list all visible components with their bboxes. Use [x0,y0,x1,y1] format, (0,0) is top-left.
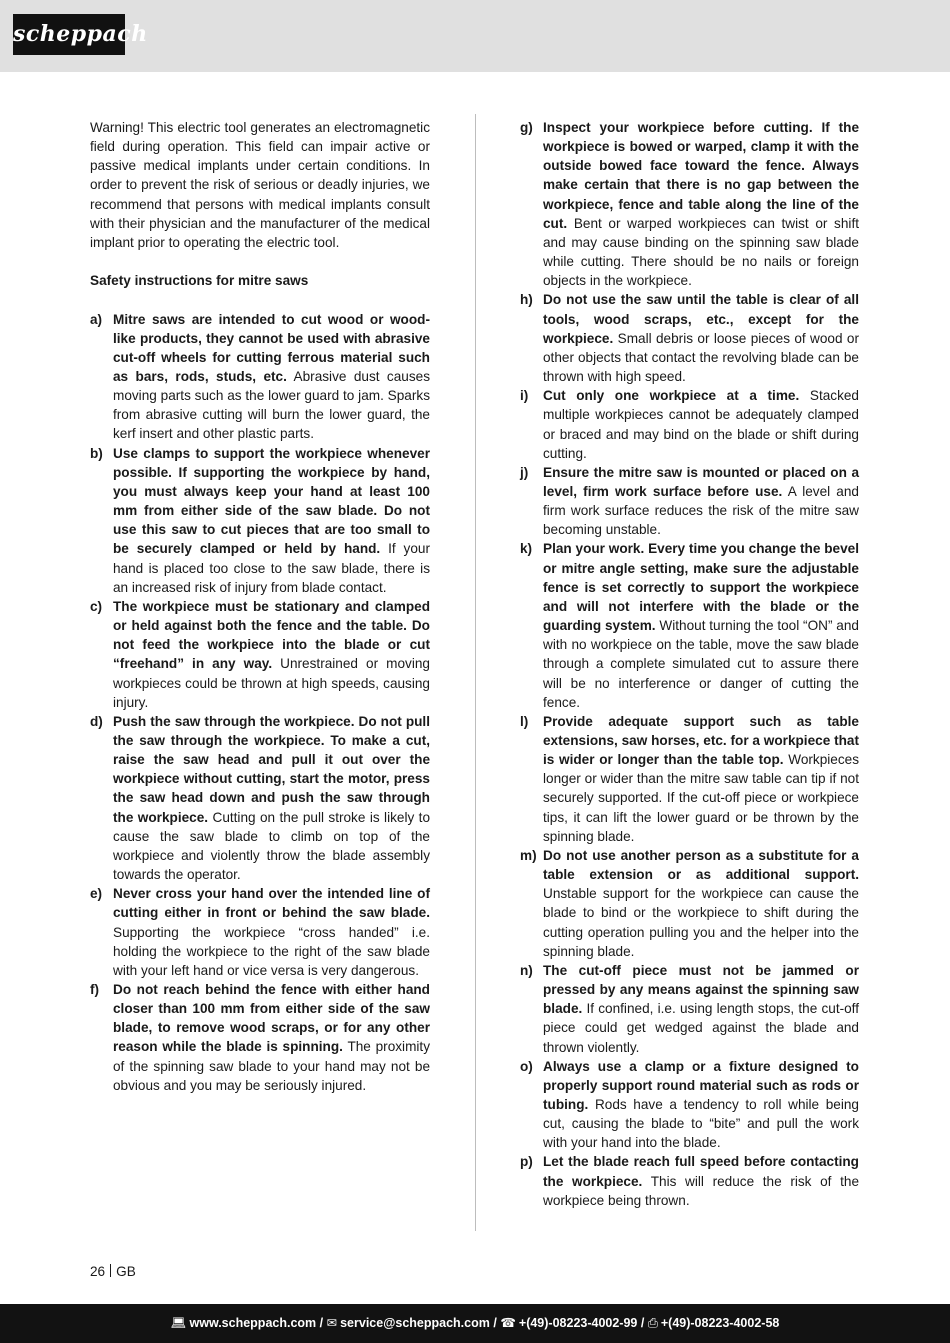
item-text: If your hand is placed too close to the saw blade, there is an increased risk of injury from blade contact. [113,541,431,595]
item-text: Abrasive dust causes moving parts such as the lower guard to jam. Sparks from abrasive cutting will burn the lower guard, the kerf insert and other plastic parts. [113,369,430,442]
item-bold-text: Do not use the saw until the table is clear of all tools, wood scraps, etc., except for the workpiece. [543,292,859,346]
page-separator [110,1264,111,1277]
item-bold-text: Do not reach behind the fence with either hand closer than 100 mm from either side of the saw blade, to remove wood scraps, or for any other reason while the blade is spinning. [113,982,430,1055]
page-language: GB [116,1264,136,1279]
item-text: Supporting the workpiece “cross handed” i.e. holding the workpiece to the right of the saw blade with your left hand or vice versa is very dangerous. [113,924,430,978]
item-label: p) [520,1154,533,1170]
mail-icon: ✉︎ [326,1316,338,1330]
item-bold-text: Always use a clamp or a fixture designed to properly support round material such as rods or tubing. [543,1058,859,1112]
item-text: The proximity of the spinning saw blade to your hand may not be obvious and you may be seriously injured. [113,1039,430,1093]
item-bold-text: Do not use another person as a substitute for a table extension or as additional support. [543,847,859,883]
footer-separator: / [640,1316,645,1330]
safety-item [90,310,430,444]
item-bold-text: Let the blade reach full speed before contacting the workpiece. [543,1154,859,1189]
email-link[interactable]: service@scheppach.com [340,1316,490,1330]
item-text: Workpieces longer or wider than the mitre saw table can tip if not securely supported. If the cut-off piece or workpiece tips, it can lift the lower guard or be thrown by the spinning blade. [543,752,860,844]
safety-item [520,1057,859,1153]
phone-icon: ☎︎ [500,1316,516,1330]
warning-paragraph: Warning! This electric tool generates an electromagnetic field during operation. This field can impair active or passive medical implants under certain conditions. In order to prevent the risk of serious or deadly injuries, we recommend that persons with medical implants consult with their physician and the manufacturer of the medical implant prior to operating the electric tool. [90,120,430,250]
fax-icon: ⎙︎ [647,1316,658,1330]
safety-item [90,444,430,597]
website-link[interactable]: www.scheppach.com [189,1316,317,1330]
item-label: k) [520,541,533,557]
item-text: Bent or warped workpieces can twist or shift and may cause binding on the spinning saw blade while cutting. There should be no nails or foreign objects in the workpiece. [543,215,859,289]
item-label: b) [90,445,103,461]
safety-item [90,884,430,980]
item-bold-text: Inspect your workpiece before cutting. If the workpiece is bowed or warped, clamp it with the outside bowed face toward the fence. Always make certain that there is no gap between the workpiece, fence and table along the line of the cut. [543,120,859,231]
item-text: Rods have a tendency to roll while being cut, causing the blade to “bite” and pull the work with your hand into the blade. [543,1096,859,1151]
safety-list-left [90,310,430,1095]
item-bold-text: Mitre saws are intended to cut wood or wood-like products, they cannot be used with abrasive cut-off wheels for cutting ferrous material such as bars, rods, studs, etc. [113,311,430,384]
item-text: Stacked multiple workpieces cannot be adequately clamped or braced and may bind on the blade or shift during cutting. [543,388,859,461]
footer-separator: / [493,1316,497,1330]
item-label: a) [90,311,103,327]
header-bar [0,0,950,72]
item-text: Cutting on the pull stroke is likely to cause the saw blade to climb on top of the workpiece and violently throw the blade assembly towards the operator. [113,809,431,883]
item-bold-text: Plan your work. Every time you change the bevel or mitre angle setting, make sure the adjustable fence is set correctly to support the workpiece and will not interfere with the blade or the guarding system. [543,541,859,634]
item-label: h) [520,292,533,308]
item-bold-text: Use clamps to support the workpiece whenever possible. If supporting the workpiece by hand, you must always keep your hand at least 100 mm from either side of the saw blade. Do not use this saw to cut pieces that are too small to be securely clamped or held by hand. [113,445,430,557]
item-label: e) [90,886,103,902]
left-column [90,118,430,1095]
contact-footer [0,1304,950,1343]
safety-item [520,539,859,711]
footer-separator: / [319,1316,324,1330]
item-bold-text: Provide adequate support such as table extensions, saw horses, etc. for a workpiece that is wider or longer than the table top. [543,713,859,768]
section-heading: Safety instructions for mitre saws [90,273,309,289]
computer-icon: 💻︎ [170,1316,187,1330]
safety-item [520,712,859,846]
item-text: A level and firm work surface reduces the risk of the mitre saw becoming unstable. [543,483,859,538]
safety-item [90,712,430,884]
safety-item [90,980,430,1095]
safety-item [520,386,859,463]
page-number: 26 [90,1264,106,1279]
item-label: j) [520,464,529,480]
page-number-block [90,1264,136,1279]
item-bold-text: The cut-off piece must not be jammed or pressed by any means against the spinning saw blade. [543,962,859,1017]
item-text: Without turning the tool “ON” and with no workpiece on the table, move the saw blade through a complete simulated cut to assure there will be no interference or danger of cutting the fence. [543,618,859,710]
item-label: o) [520,1058,533,1074]
safety-list-right [520,118,859,1210]
safety-item [520,1152,859,1209]
item-text: If confined, i.e. using length stops, the cut-off piece could get wedged against the blade and thrown violently. [543,1001,859,1055]
safety-item [520,961,859,1057]
item-label: g) [520,120,533,135]
item-bold-text: Never cross your hand over the intended line of cutting either in front or behind the saw blade. [113,886,430,921]
item-label: f) [90,982,100,997]
item-label: d) [90,713,103,729]
safety-item [520,463,859,540]
safety-item [520,290,859,386]
item-label: m) [520,847,537,863]
item-bold-text: Ensure the mitre saw is mounted or placed on a level, firm work surface before use. [543,464,859,499]
fax-number: +(49)-08223-4002-58 [660,1316,780,1330]
right-column [520,118,859,1210]
item-bold-text: Cut only one workpiece at a time. [543,388,800,404]
item-bold-text: The workpiece must be stationary and clamped or held against both the fence and the table. Do not feed the workpiece into the blade or cut “freehand” in any way. [113,598,430,672]
item-label: l) [520,713,529,729]
item-label: i) [520,388,529,404]
item-text: This will reduce the risk of the workpiece being thrown. [543,1173,860,1208]
item-text: Small debris or loose pieces of wood or other objects that contact the revolving blade can be thrown with high speed. [543,330,859,385]
item-label: c) [90,598,103,614]
item-text: Unstable support for the workpiece can cause the blade to bind or the workpiece to shift during the cutting operation pulling you and the helper into the spinning blade. [543,886,859,959]
safety-item [90,597,430,712]
item-text: Unrestrained or moving workpieces could be thrown at high speeds, causing injury. [113,656,430,710]
column-divider [475,114,476,1231]
safety-item [520,118,859,290]
item-label: n) [520,962,533,978]
brand-logo: scheppach [13,14,125,55]
safety-item [520,846,859,961]
phone-number: +(49)-08223-4002-99 [518,1316,638,1330]
item-bold-text: Push the saw through the workpiece. Do not pull the saw through the workpiece. To make a cut, raise the saw head and pull it out over the workpiece without cutting, start the motor, press the saw head down and push the saw through the workpiece. [113,713,430,825]
